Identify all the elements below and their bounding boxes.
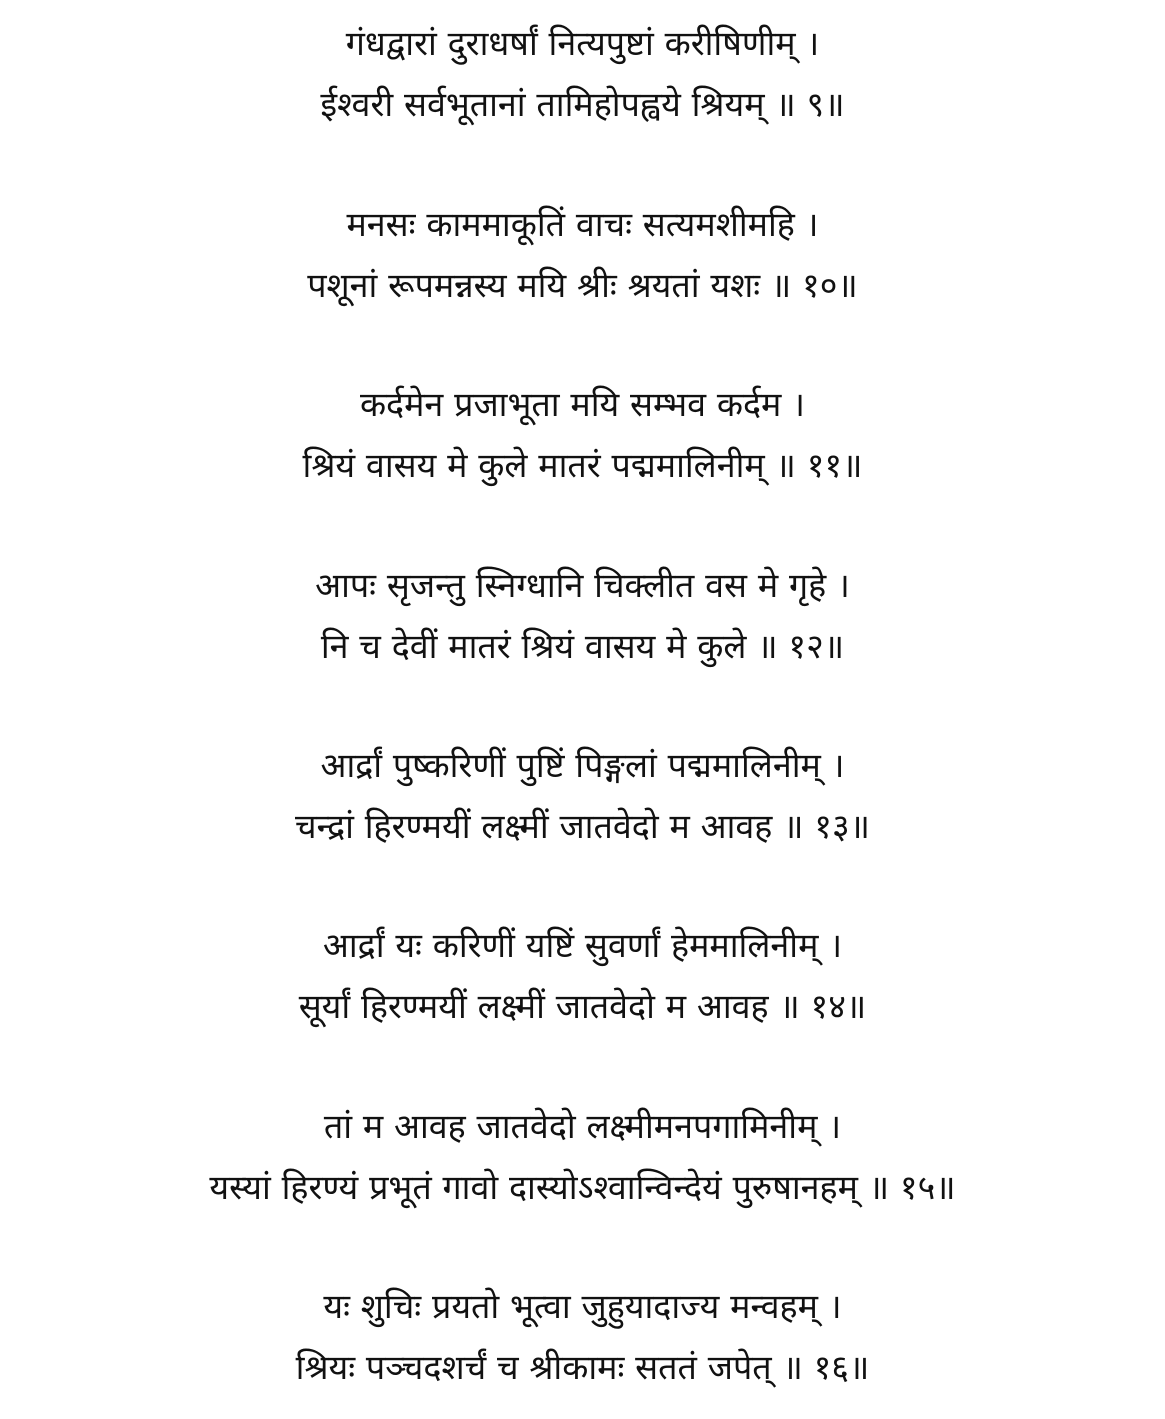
verse-line: आपः सृजन्तु स्निग्धानि चिक्लीत वस मे गृहे । bbox=[315, 566, 850, 606]
verse-line: चन्द्रां हिरण्मयीं लक्ष्मीं जातवेदो म आवह ॥ १३॥ bbox=[294, 807, 870, 847]
verse-line: नि च देवीं मातरं श्रियं वासय मे कुले ॥ १२॥ bbox=[320, 627, 845, 667]
verse-line: कर्दमेन प्रजाभूता मयि सम्भव कर्दम । bbox=[359, 385, 806, 425]
verse-line: यः शुचिः प्रयतो भूत्वा जुहुयादाज्य मन्वहम् । bbox=[323, 1287, 842, 1327]
verse-9 bbox=[0, 14, 1165, 136]
verse-line: यस्यां हिरण्यं प्रभूतं गावो दास्योऽश्वान्विन्देयं पुरुषानहम् ॥ १५॥ bbox=[209, 1168, 956, 1208]
verse-line: आर्द्रां पुष्करिणीं पुष्टिं पिङ्गलां पद्ममालिनीम् । bbox=[320, 746, 845, 786]
verse-line: ईश्वरी सर्वभूतानां तामिहोपह्वये श्रियम् ॥ ९॥ bbox=[320, 85, 845, 125]
verse-line: आर्द्रां यः करिणीं यष्टिं सुवर्णां हेममालिनीम् । bbox=[322, 926, 843, 966]
verse-14 bbox=[0, 916, 1165, 1038]
verse-16 bbox=[0, 1277, 1165, 1399]
verse-line: तां म आवह जातवेदो लक्ष्मीमनपगामिनीम् । bbox=[323, 1107, 842, 1147]
verse-line: श्रियं वासय मे कुले मातरं पद्ममालिनीम् ॥ ११॥ bbox=[302, 446, 863, 486]
verse-line: गंधद्वारां दुराधर्षां नित्यपुष्टां करीषिणीम् । bbox=[345, 24, 820, 64]
verse-line: मनसः काममाकूतिं वाचः सत्यमशीमहि । bbox=[346, 205, 819, 245]
verse-10 bbox=[0, 195, 1165, 317]
verse-13 bbox=[0, 736, 1165, 858]
verse-line: श्रियः पञ्चदशर्चं च श्रीकामः सततं जपेत् ॥ १६॥ bbox=[295, 1348, 870, 1388]
verse-12 bbox=[0, 556, 1165, 678]
verse-11 bbox=[0, 375, 1165, 497]
verse-line: सूर्यां हिरण्मयीं लक्ष्मीं जातवेदो म आवह ॥ १४॥ bbox=[298, 987, 867, 1027]
verse-line: पशूनां रूपमन्नस्य मयि श्रीः श्रयतां यशः ॥ १०॥ bbox=[307, 266, 858, 306]
verse-15 bbox=[0, 1097, 1165, 1219]
